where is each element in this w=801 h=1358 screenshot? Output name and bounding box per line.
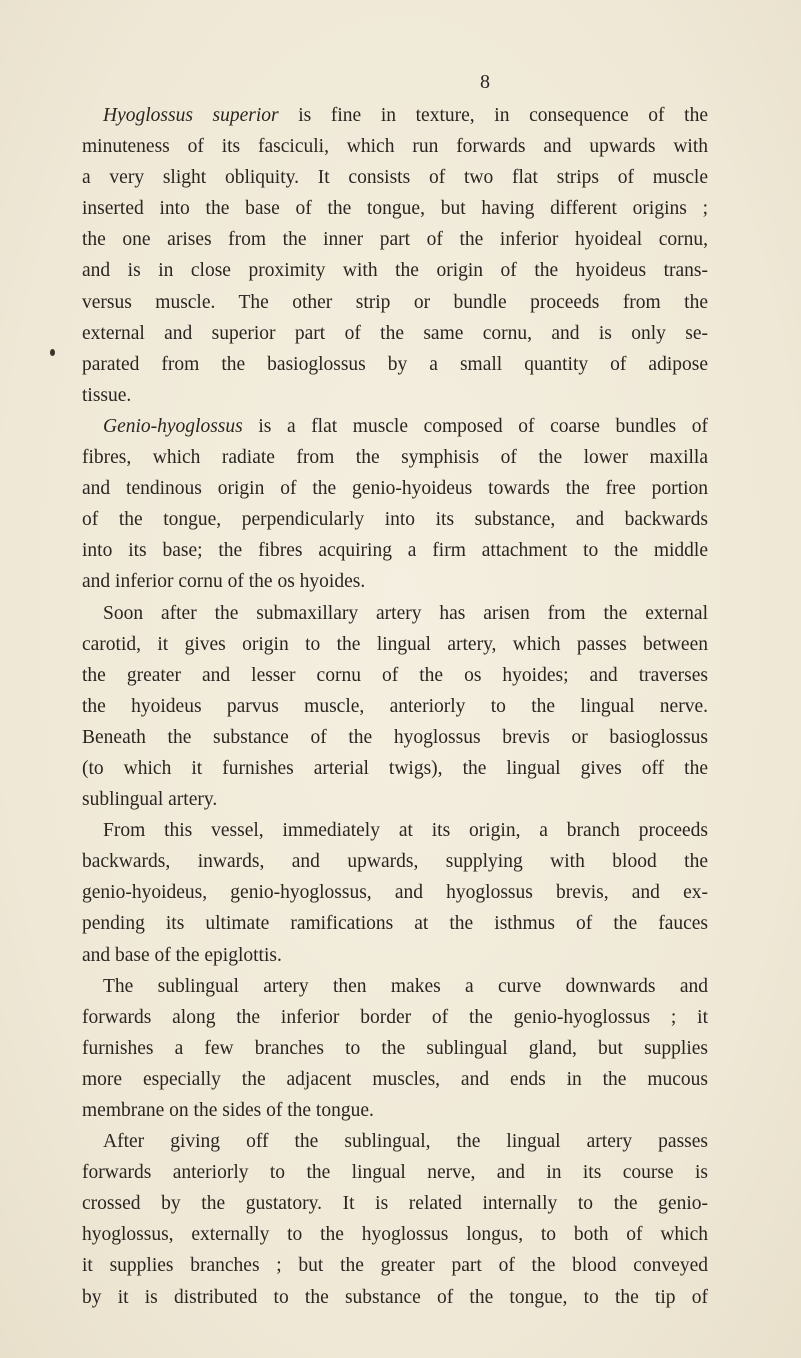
line-text: a very slight obliquity. It consists of two flat strips of muscle [82, 167, 708, 189]
paragraph-hyoglossus-superior [82, 100, 708, 411]
text-line [82, 1157, 708, 1188]
paragraph-lingual-artery [82, 598, 708, 816]
line-text: the greater and lesser cornu of the os hyoides; and traverses [82, 664, 708, 686]
text-line [82, 1126, 708, 1157]
line-text: carotid, it gives origin to the lingual artery, which passes between [82, 633, 708, 655]
margin-mark [50, 349, 55, 356]
text-line [82, 722, 708, 753]
line-text: hyoglossus, externally to the hyoglossus longus, to both of which [82, 1224, 708, 1246]
text-line [82, 349, 708, 380]
text-line [82, 598, 708, 629]
text-line [82, 1033, 708, 1064]
paragraph-lingual-course [82, 1126, 708, 1313]
line-text: and base of the epiglottis. [82, 944, 282, 966]
line-text: into its base; the fibres acquiring a firm attachment to the middle [82, 540, 708, 562]
text-line [82, 1002, 708, 1033]
text-line [82, 535, 708, 566]
text-line [82, 846, 708, 877]
line-text: of the tongue, perpendicularly into its substance, and backwards [82, 509, 708, 531]
text-line [82, 877, 708, 908]
line-text: minuteness of its fasciculi, which run forwards and upwards with [82, 136, 708, 158]
line-text: versus muscle. The other strip or bundle proceeds from the [82, 291, 708, 313]
line-text: forwards anteriorly to the lingual nerve, and in its course is [82, 1162, 708, 1184]
text-line [82, 411, 708, 442]
paragraph-genio-hyoglossus [82, 411, 708, 598]
line-text: tissue. [82, 384, 132, 406]
text-line [82, 1282, 708, 1313]
text-line [82, 940, 708, 971]
line-text: After giving off the sublingual, the lingual artery passes [103, 1131, 708, 1153]
text-line [82, 1219, 708, 1250]
text-line [82, 971, 708, 1002]
line-text: forwards along the inferior border of the genio-hyoglossus ; it [82, 1006, 708, 1028]
text-line [82, 255, 708, 286]
text-line [82, 908, 708, 939]
text-line [82, 1095, 708, 1126]
line-text: it supplies branches ; but the greater part of the blood conveyed [82, 1255, 708, 1277]
line-text: the hyoideus parvus muscle, anteriorly to the lingual nerve. [82, 695, 708, 717]
text-line [82, 287, 708, 318]
text-line [82, 1064, 708, 1095]
text-line [82, 131, 708, 162]
body-text [82, 100, 708, 1313]
line-text: is a flat muscle composed of coarse bundles of [242, 415, 708, 437]
line-text: parated from the basioglossus by a small quantity of adipose [82, 353, 708, 375]
line-text: fibres, which radiate from the symphisis of the lower maxilla [82, 447, 708, 469]
text-line [82, 1250, 708, 1281]
page-number: 8 [480, 71, 490, 93]
text-line [82, 504, 708, 535]
text-line [82, 660, 708, 691]
text-line [82, 442, 708, 473]
paragraph-vessel-branch [82, 815, 708, 970]
text-line [82, 224, 708, 255]
paragraph-sublingual-artery [82, 971, 708, 1126]
line-text: backwards, inwards, and upwards, supplying with blood the [82, 851, 708, 873]
italic-term: Genio-hyoglossus [103, 415, 243, 437]
text-line [82, 566, 708, 597]
italic-term: Hyoglossus superior [103, 105, 279, 126]
line-text: the one arises from the inner part of the inferior hyoideal cornu, [82, 229, 708, 251]
text-line [82, 193, 708, 224]
line-text: and tendinous origin of the genio-hyoideus towards the free portion [82, 478, 708, 500]
text-line [82, 162, 708, 193]
text-line [82, 815, 708, 846]
line-text: From this vessel, immediately at its origin, a branch proceeds [103, 820, 708, 842]
line-text: crossed by the gustatory. It is related internally to the genio- [82, 1193, 708, 1215]
text-line [82, 753, 708, 784]
line-text: Beneath the substance of the hyoglossus brevis or basioglossus [82, 726, 708, 748]
line-text: by it is distributed to the substance of the tongue, to the tip of [82, 1286, 708, 1308]
text-line [82, 100, 708, 131]
line-text: (to which it furnishes arterial twigs), the lingual gives off the [82, 757, 708, 779]
line-text: Soon after the submaxillary artery has arisen from the external [103, 602, 708, 624]
text-line [82, 380, 708, 411]
line-text: membrane on the sides of the tongue. [82, 1100, 374, 1121]
line-text: and inferior cornu of the os hyoides. [82, 571, 366, 593]
line-text: external and superior part of the same cornu, and is only se- [82, 322, 708, 344]
line-text: The sublingual artery then makes a curve downwards and [103, 975, 708, 997]
text-line [82, 691, 708, 722]
line-text: is fine in texture, in consequence of the [278, 105, 708, 126]
line-text: and is in close proximity with the origin of the hyoideus trans- [82, 260, 708, 282]
text-line [82, 473, 708, 504]
text-line [82, 1188, 708, 1219]
line-text: pending its ultimate ramifications at the isthmus of the fauces [82, 913, 708, 935]
line-text: genio-hyoideus, genio-hyoglossus, and hyoglossus brevis, and ex- [82, 882, 708, 904]
line-text: sublingual artery. [82, 789, 218, 811]
line-text: furnishes a few branches to the sublingual gland, but supplies [82, 1037, 708, 1059]
text-line [82, 318, 708, 349]
text-line [82, 629, 708, 660]
line-text: inserted into the base of the tongue, but having different origins ; [82, 198, 708, 220]
line-text: more especially the adjacent muscles, and ends in the mucous [82, 1068, 708, 1090]
text-line [82, 784, 708, 815]
